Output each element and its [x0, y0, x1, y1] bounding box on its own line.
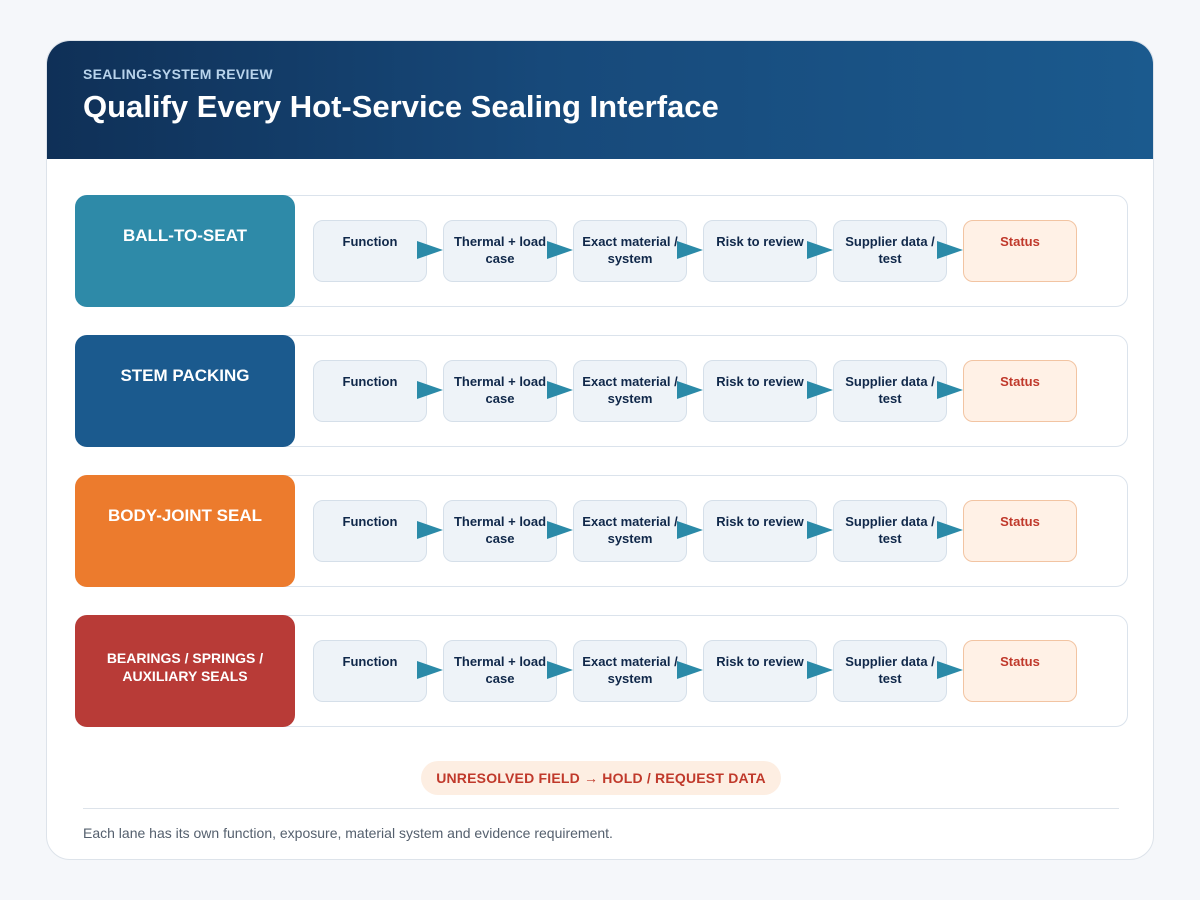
- lane-bearings-springs-auxiliary: [75, 615, 1128, 727]
- footer-divider: [83, 808, 1119, 809]
- flow-arrow-icon: [677, 521, 703, 539]
- footnote: Each lane has its own function, exposure, material system and evidence requirement.: [83, 825, 613, 841]
- step-status[interactable]: Status: [963, 360, 1077, 422]
- lane-stem-packing: [75, 335, 1128, 447]
- step-risk-to-review[interactable]: Risk to review: [703, 360, 817, 422]
- lane-label: BALL-TO-SEAT: [75, 195, 295, 307]
- step-supplier-data[interactable]: Supplier data / test: [833, 640, 947, 702]
- step-function[interactable]: Function: [313, 360, 427, 422]
- flow-arrow-icon: [417, 661, 443, 679]
- step-exact-material[interactable]: Exact material / system: [573, 220, 687, 282]
- lane-label: STEM PACKING: [75, 335, 295, 447]
- flow-arrow-icon: [417, 521, 443, 539]
- step-exact-material[interactable]: Exact material / system: [573, 500, 687, 562]
- lane-ball-to-seat: [75, 195, 1128, 307]
- flow-arrow-icon: [937, 521, 963, 539]
- step-risk-to-review[interactable]: Risk to review: [703, 640, 817, 702]
- review-card: [46, 40, 1154, 860]
- flow-arrow-icon: [417, 381, 443, 399]
- flow-arrow-icon: [547, 241, 573, 259]
- step-supplier-data[interactable]: Supplier data / test: [833, 500, 947, 562]
- step-thermal-load-case[interactable]: Thermal + load case: [443, 360, 557, 422]
- eyebrow-label: SEALING-SYSTEM REVIEW: [83, 66, 273, 82]
- flow-arrow-icon: [417, 241, 443, 259]
- flow-arrow-icon: [937, 241, 963, 259]
- flow-arrow-icon: [807, 521, 833, 539]
- step-risk-to-review[interactable]: Risk to review: [703, 220, 817, 282]
- step-exact-material[interactable]: Exact material / system: [573, 640, 687, 702]
- step-status[interactable]: Status: [963, 500, 1077, 562]
- flow-arrow-icon: [677, 661, 703, 679]
- header-banner: [47, 41, 1153, 159]
- step-exact-material[interactable]: Exact material / system: [573, 360, 687, 422]
- flow-arrow-icon: [937, 661, 963, 679]
- step-thermal-load-case[interactable]: Thermal + load case: [443, 640, 557, 702]
- flow-arrow-icon: [807, 661, 833, 679]
- lane-label: BEARINGS / SPRINGS / AUXILIARY SEALS: [75, 615, 295, 727]
- lane-label: BODY-JOINT SEAL: [75, 475, 295, 587]
- flow-arrow-icon: [937, 381, 963, 399]
- flow-arrow-icon: [547, 381, 573, 399]
- step-function[interactable]: Function: [313, 220, 427, 282]
- step-supplier-data[interactable]: Supplier data / test: [833, 360, 947, 422]
- flow-arrow-icon: [677, 381, 703, 399]
- lane-body-joint-seal: [75, 475, 1128, 587]
- page-title: Qualify Every Hot-Service Sealing Interface: [83, 89, 719, 124]
- step-supplier-data[interactable]: Supplier data / test: [833, 220, 947, 282]
- flow-arrow-icon: [547, 661, 573, 679]
- step-function[interactable]: Function: [313, 500, 427, 562]
- flow-arrow-icon: [807, 241, 833, 259]
- step-thermal-load-case[interactable]: Thermal + load case: [443, 220, 557, 282]
- step-status[interactable]: Status: [963, 220, 1077, 282]
- flow-arrow-icon: [807, 381, 833, 399]
- hold-badge: UNRESOLVED FIELD → HOLD / REQUEST DATA: [421, 761, 781, 795]
- step-status[interactable]: Status: [963, 640, 1077, 702]
- step-risk-to-review[interactable]: Risk to review: [703, 500, 817, 562]
- flow-arrow-icon: [547, 521, 573, 539]
- step-function[interactable]: Function: [313, 640, 427, 702]
- flow-arrow-icon: [677, 241, 703, 259]
- step-thermal-load-case[interactable]: Thermal + load case: [443, 500, 557, 562]
